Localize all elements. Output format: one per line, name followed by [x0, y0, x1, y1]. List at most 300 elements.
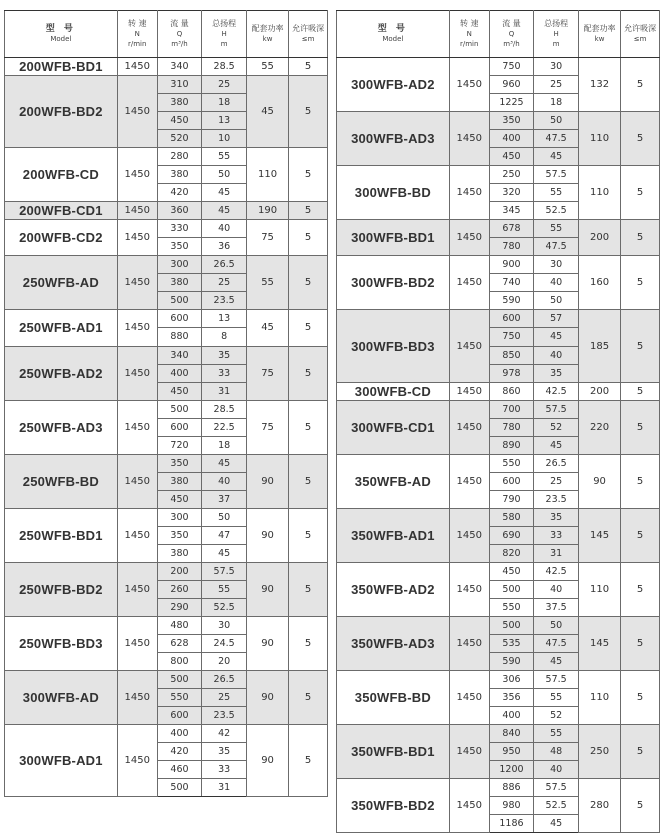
table-row — [5, 58, 328, 76]
flow-cell: 500 — [489, 616, 534, 634]
flow-cell: 500 — [489, 580, 534, 598]
table-row — [337, 166, 660, 184]
speed-cell: 1450 — [117, 508, 157, 562]
head-cell: 57.5 — [534, 400, 579, 418]
table-row — [337, 58, 660, 76]
head-cell: 25 — [534, 472, 579, 490]
head-cell: 28.5 — [202, 58, 247, 76]
flow-cell: 860 — [489, 382, 534, 400]
header-head — [202, 11, 247, 58]
speed-cell: 1450 — [449, 671, 489, 725]
suction-cell: 5 — [621, 400, 660, 454]
suction-cell: 5 — [289, 400, 328, 454]
speed-cell: 1450 — [117, 202, 157, 220]
model-cell: 250WFB-AD3 — [5, 400, 118, 454]
power-cell: 220 — [578, 400, 620, 454]
header-model — [337, 11, 450, 58]
flow-cell: 356 — [489, 689, 534, 707]
speed-cell: 1450 — [117, 220, 157, 256]
header-model-en: Model — [382, 35, 404, 43]
flow-cell: 740 — [489, 274, 534, 292]
flow-cell: 340 — [157, 58, 202, 76]
model-cell: 300WFB-BD1 — [337, 220, 450, 256]
head-cell: 42.5 — [534, 562, 579, 580]
power-cell: 45 — [246, 310, 288, 346]
power-cell: 110 — [246, 148, 288, 202]
suction-cell: 5 — [621, 725, 660, 779]
speed-cell: 1450 — [117, 148, 157, 202]
speed-cell: 1450 — [449, 400, 489, 454]
flow-cell: 400 — [489, 130, 534, 148]
power-cell: 75 — [246, 346, 288, 400]
head-cell: 40 — [202, 220, 247, 238]
flow-cell: 978 — [489, 364, 534, 382]
flow-cell: 780 — [489, 418, 534, 436]
flow-cell: 500 — [157, 779, 202, 797]
flow-cell: 280 — [157, 148, 202, 166]
model-cell: 350WFB-AD — [337, 454, 450, 508]
flow-cell: 880 — [157, 328, 202, 346]
flow-cell: 720 — [157, 436, 202, 454]
head-cell: 45 — [202, 202, 247, 220]
head-cell: 25 — [202, 76, 247, 94]
head-cell: 57.5 — [534, 779, 579, 797]
head-cell: 31 — [534, 544, 579, 562]
flow-cell: 320 — [489, 184, 534, 202]
flow-cell: 600 — [489, 310, 534, 328]
head-cell: 55 — [202, 148, 247, 166]
power-cell: 90 — [578, 454, 620, 508]
model-cell: 250WFB-AD2 — [5, 346, 118, 400]
suction-cell: 5 — [289, 202, 328, 220]
header-speed-zh: 转 速 — [127, 19, 147, 28]
suction-cell: 5 — [289, 725, 328, 797]
flow-cell: 420 — [157, 184, 202, 202]
power-cell: 90 — [246, 454, 288, 508]
head-cell: 55 — [202, 580, 247, 598]
model-cell: 300WFB-BD2 — [337, 256, 450, 310]
head-cell: 30 — [202, 616, 247, 634]
table-row — [5, 400, 328, 418]
model-cell: 350WFB-AD1 — [337, 508, 450, 562]
head-cell: 55 — [534, 725, 579, 743]
flow-cell: 600 — [157, 310, 202, 328]
power-cell: 110 — [578, 112, 620, 166]
model-cell: 200WFB-CD — [5, 148, 118, 202]
head-cell: 50 — [534, 616, 579, 634]
head-cell: 33 — [534, 526, 579, 544]
flow-cell: 400 — [157, 364, 202, 382]
flow-cell: 678 — [489, 220, 534, 238]
head-cell: 37.5 — [534, 598, 579, 616]
suction-cell: 5 — [289, 454, 328, 508]
speed-cell: 1450 — [117, 400, 157, 454]
suction-cell: 5 — [621, 562, 660, 616]
header-power-zh: 配套功率 — [251, 24, 284, 33]
model-cell: 300WFB-AD2 — [337, 58, 450, 112]
table-row — [337, 454, 660, 472]
model-cell: 250WFB-AD1 — [5, 310, 118, 346]
speed-cell: 1450 — [449, 256, 489, 310]
flow-cell: 360 — [157, 202, 202, 220]
head-cell: 37 — [202, 490, 247, 508]
power-cell: 55 — [246, 256, 288, 310]
flow-cell: 450 — [157, 490, 202, 508]
header-suction — [621, 11, 660, 58]
flow-cell: 750 — [489, 328, 534, 346]
header-head-unit: m — [220, 40, 228, 48]
suction-cell: 5 — [621, 166, 660, 220]
model-cell: 300WFB-AD3 — [337, 112, 450, 166]
head-cell: 31 — [202, 382, 247, 400]
table-row — [5, 671, 328, 689]
header-speed-zh: 转 速 — [459, 19, 479, 28]
head-cell: 50 — [534, 292, 579, 310]
speed-cell: 1450 — [449, 616, 489, 670]
suction-cell: 5 — [621, 310, 660, 382]
flow-cell: 1186 — [489, 815, 534, 833]
flow-cell: 850 — [489, 346, 534, 364]
header-model-zh: 型 号 — [377, 24, 408, 34]
header-speed-symbol: N — [466, 30, 472, 38]
speed-cell: 1450 — [117, 76, 157, 148]
flow-cell: 200 — [157, 562, 202, 580]
head-cell: 31 — [202, 779, 247, 797]
flow-cell: 900 — [489, 256, 534, 274]
table-row — [337, 256, 660, 274]
header-power-symbol: kw — [262, 35, 273, 43]
head-cell: 52.5 — [534, 202, 579, 220]
flow-cell: 260 — [157, 580, 202, 598]
header-head-unit: m — [552, 40, 560, 48]
header-speed — [117, 11, 157, 58]
model-cell: 300WFB-AD1 — [5, 725, 118, 797]
power-cell: 280 — [578, 779, 620, 833]
spec-tables — [4, 10, 660, 830]
head-cell: 47.5 — [534, 130, 579, 148]
head-cell: 36 — [202, 238, 247, 256]
header-model-zh: 型 号 — [45, 24, 76, 34]
model-cell: 350WFB-AD2 — [337, 562, 450, 616]
speed-cell: 1450 — [117, 616, 157, 670]
flow-cell: 380 — [157, 94, 202, 112]
flow-cell: 380 — [157, 166, 202, 184]
table-row — [337, 562, 660, 580]
head-cell: 23.5 — [534, 490, 579, 508]
flow-cell: 1225 — [489, 94, 534, 112]
table-row — [5, 508, 328, 526]
table-row — [337, 112, 660, 130]
suction-cell: 5 — [289, 76, 328, 148]
flow-cell: 980 — [489, 797, 534, 815]
head-cell: 57.5 — [202, 562, 247, 580]
speed-cell: 1450 — [449, 508, 489, 562]
model-cell: 250WFB-BD3 — [5, 616, 118, 670]
suction-cell: 5 — [621, 112, 660, 166]
flow-cell: 306 — [489, 671, 534, 689]
flow-cell: 780 — [489, 238, 534, 256]
flow-cell: 480 — [157, 616, 202, 634]
header-power-symbol: kw — [594, 35, 605, 43]
flow-cell: 700 — [489, 400, 534, 418]
head-cell: 20 — [202, 653, 247, 671]
head-cell: 50 — [534, 112, 579, 130]
model-cell: 350WFB-AD3 — [337, 616, 450, 670]
header-flow-unit: m³/h — [503, 40, 520, 48]
header-flow-symbol: Q — [176, 30, 183, 38]
suction-cell: 5 — [289, 508, 328, 562]
flow-cell: 340 — [157, 346, 202, 364]
power-cell: 200 — [578, 382, 620, 400]
model-cell: 250WFB-AD — [5, 256, 118, 310]
head-cell: 18 — [534, 94, 579, 112]
model-cell: 300WFB-BD — [337, 166, 450, 220]
flow-cell: 450 — [489, 148, 534, 166]
suction-cell: 5 — [621, 508, 660, 562]
flow-cell: 400 — [489, 707, 534, 725]
head-cell: 18 — [202, 94, 247, 112]
header-head — [534, 11, 579, 58]
header-suction — [289, 11, 328, 58]
table-header-row — [5, 11, 328, 58]
flow-cell: 500 — [157, 400, 202, 418]
head-cell: 45 — [534, 653, 579, 671]
power-cell: 190 — [246, 202, 288, 220]
speed-cell: 1450 — [449, 779, 489, 833]
model-cell: 300WFB-BD3 — [337, 310, 450, 382]
table-row — [5, 454, 328, 472]
flow-cell: 800 — [157, 653, 202, 671]
power-cell: 45 — [246, 76, 288, 148]
head-cell: 26.5 — [534, 454, 579, 472]
flow-cell: 450 — [489, 562, 534, 580]
flow-cell: 600 — [489, 472, 534, 490]
power-cell: 90 — [246, 671, 288, 725]
speed-cell: 1450 — [117, 256, 157, 310]
header-flow-zh: 流 量 — [502, 19, 521, 28]
table-row — [5, 346, 328, 364]
speed-cell: 1450 — [449, 112, 489, 166]
flow-cell: 520 — [157, 130, 202, 148]
flow-cell: 250 — [489, 166, 534, 184]
header-power — [246, 11, 288, 58]
head-cell: 57.5 — [534, 166, 579, 184]
power-cell: 110 — [578, 671, 620, 725]
suction-cell: 5 — [621, 616, 660, 670]
head-cell: 55 — [534, 184, 579, 202]
head-cell: 22.5 — [202, 418, 247, 436]
head-cell: 55 — [534, 220, 579, 238]
power-cell: 145 — [578, 508, 620, 562]
head-cell: 45 — [202, 454, 247, 472]
flow-cell: 350 — [489, 112, 534, 130]
head-cell: 35 — [202, 346, 247, 364]
power-cell: 75 — [246, 400, 288, 454]
head-cell: 57.5 — [534, 671, 579, 689]
flow-cell: 310 — [157, 76, 202, 94]
head-cell: 35 — [534, 508, 579, 526]
head-cell: 26.5 — [202, 671, 247, 689]
model-cell: 200WFB-BD2 — [5, 76, 118, 148]
header-flow-unit: m³/h — [171, 40, 188, 48]
flow-cell: 450 — [157, 112, 202, 130]
suction-cell: 5 — [289, 562, 328, 616]
header-suction-symbol: ≤m — [633, 35, 647, 43]
header-model — [5, 11, 118, 58]
head-cell: 18 — [202, 436, 247, 454]
head-cell: 25 — [202, 689, 247, 707]
head-cell: 40 — [534, 274, 579, 292]
suction-cell: 5 — [289, 346, 328, 400]
speed-cell: 1450 — [449, 725, 489, 779]
power-cell: 90 — [246, 508, 288, 562]
speed-cell: 1450 — [117, 725, 157, 797]
left-spec-table — [4, 10, 328, 797]
flow-cell: 550 — [489, 598, 534, 616]
speed-cell: 1450 — [449, 58, 489, 112]
suction-cell: 5 — [289, 616, 328, 670]
header-flow-symbol: Q — [508, 30, 515, 38]
header-model-en: Model — [50, 35, 72, 43]
model-cell: 300WFB-CD — [337, 382, 450, 400]
suction-cell: 5 — [621, 382, 660, 400]
speed-cell: 1450 — [449, 382, 489, 400]
table-row — [5, 562, 328, 580]
flow-cell: 450 — [157, 382, 202, 400]
head-cell: 30 — [534, 256, 579, 274]
flow-cell: 345 — [489, 202, 534, 220]
suction-cell: 5 — [621, 779, 660, 833]
header-suction-zh: 允许吸深 — [624, 24, 657, 33]
header-speed-unit: r/min — [127, 40, 147, 48]
head-cell: 24.5 — [202, 635, 247, 653]
suction-cell: 5 — [289, 220, 328, 256]
suction-cell: 5 — [289, 148, 328, 202]
flow-cell: 550 — [489, 454, 534, 472]
power-cell: 200 — [578, 220, 620, 256]
flow-cell: 820 — [489, 544, 534, 562]
head-cell: 50 — [202, 166, 247, 184]
head-cell: 25 — [202, 274, 247, 292]
head-cell: 40 — [534, 346, 579, 364]
head-cell: 47.5 — [534, 238, 579, 256]
flow-cell: 750 — [489, 58, 534, 76]
head-cell: 23.5 — [202, 292, 247, 310]
head-cell: 35 — [534, 364, 579, 382]
header-flow — [489, 11, 534, 58]
flow-cell: 580 — [489, 508, 534, 526]
table-row — [337, 508, 660, 526]
flow-cell: 380 — [157, 544, 202, 562]
header-head-zh: 总扬程 — [544, 19, 569, 28]
suction-cell: 5 — [289, 310, 328, 346]
table-row — [5, 256, 328, 274]
model-cell: 350WFB-BD1 — [337, 725, 450, 779]
power-cell: 90 — [246, 562, 288, 616]
flow-cell: 1200 — [489, 761, 534, 779]
flow-cell: 350 — [157, 526, 202, 544]
header-power — [578, 11, 620, 58]
flow-cell: 535 — [489, 635, 534, 653]
table-row — [337, 725, 660, 743]
flow-cell: 350 — [157, 454, 202, 472]
head-cell: 33 — [202, 761, 247, 779]
speed-cell: 1450 — [117, 58, 157, 76]
head-cell: 52.5 — [534, 797, 579, 815]
table-row — [337, 400, 660, 418]
flow-cell: 690 — [489, 526, 534, 544]
head-cell: 35 — [202, 743, 247, 761]
flow-cell: 400 — [157, 725, 202, 743]
table-row — [5, 725, 328, 743]
head-cell: 42.5 — [534, 382, 579, 400]
head-cell: 13 — [202, 310, 247, 328]
head-cell: 45 — [202, 184, 247, 202]
header-speed-symbol: N — [134, 30, 140, 38]
suction-cell: 5 — [621, 58, 660, 112]
flow-cell: 600 — [157, 418, 202, 436]
speed-cell: 1450 — [117, 346, 157, 400]
table-row — [337, 310, 660, 328]
suction-cell: 5 — [289, 671, 328, 725]
flow-cell: 300 — [157, 256, 202, 274]
power-cell: 90 — [246, 616, 288, 670]
head-cell: 52.5 — [202, 598, 247, 616]
head-cell: 28.5 — [202, 400, 247, 418]
table-header-row — [337, 11, 660, 58]
head-cell: 25 — [534, 76, 579, 94]
speed-cell: 1450 — [449, 220, 489, 256]
flow-cell: 886 — [489, 779, 534, 797]
flow-cell: 290 — [157, 598, 202, 616]
header-head-zh: 总扬程 — [212, 19, 237, 28]
head-cell: 55 — [534, 689, 579, 707]
power-cell: 75 — [246, 220, 288, 256]
suction-cell: 5 — [289, 58, 328, 76]
head-cell: 45 — [534, 815, 579, 833]
power-cell: 160 — [578, 256, 620, 310]
head-cell: 48 — [534, 743, 579, 761]
table-row — [337, 382, 660, 400]
table-row — [337, 671, 660, 689]
header-flow-zh: 流 量 — [170, 19, 189, 28]
flow-cell: 890 — [489, 436, 534, 454]
speed-cell: 1450 — [449, 454, 489, 508]
head-cell: 45 — [534, 328, 579, 346]
flow-cell: 460 — [157, 761, 202, 779]
header-flow — [157, 11, 202, 58]
head-cell: 42 — [202, 725, 247, 743]
power-cell: 250 — [578, 725, 620, 779]
power-cell: 90 — [246, 725, 288, 797]
head-cell: 45 — [202, 544, 247, 562]
flow-cell: 350 — [157, 238, 202, 256]
speed-cell: 1450 — [117, 310, 157, 346]
flow-cell: 380 — [157, 274, 202, 292]
head-cell: 23.5 — [202, 707, 247, 725]
head-cell: 26.5 — [202, 256, 247, 274]
head-cell: 10 — [202, 130, 247, 148]
flow-cell: 590 — [489, 292, 534, 310]
table-row — [337, 779, 660, 797]
flow-cell: 380 — [157, 472, 202, 490]
table-row — [337, 616, 660, 634]
table-row — [5, 616, 328, 634]
head-cell: 50 — [202, 508, 247, 526]
head-cell: 8 — [202, 328, 247, 346]
table-row — [5, 220, 328, 238]
suction-cell: 5 — [621, 256, 660, 310]
